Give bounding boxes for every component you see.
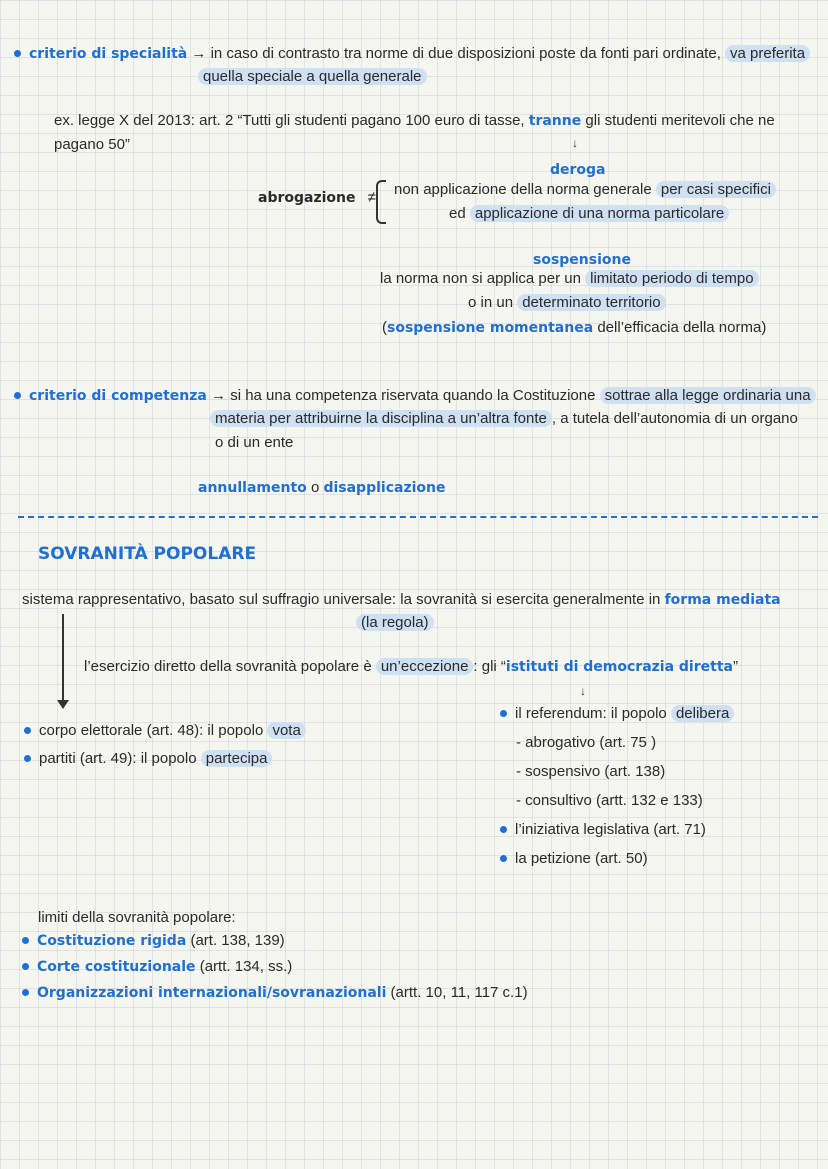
competenza-line2 bbox=[210, 408, 798, 430]
right-list-item bbox=[500, 848, 648, 870]
competenza-line2-highlight: materia per attribuirne la disciplina a un’altra fonte bbox=[210, 410, 552, 427]
example-text-pre: ex. legge X del 2013: art. 2 “Tutti gli studenti pagano 100 euro di tasse, bbox=[54, 112, 525, 129]
limiti-item bbox=[22, 982, 528, 1004]
diretta-end: ” bbox=[732, 658, 738, 675]
sospensione-line1 bbox=[380, 268, 759, 290]
deroga-line1 bbox=[394, 179, 776, 201]
competenza-line1-highlight: sottrae alla legge ordinaria una bbox=[600, 387, 816, 404]
dashed-divider bbox=[18, 516, 818, 518]
example-line1 bbox=[54, 110, 775, 132]
sospensione-line2-text: o in un bbox=[468, 294, 514, 311]
specialita-line1 bbox=[14, 43, 810, 65]
specialita-text1-highlight: va preferita bbox=[725, 45, 810, 62]
bullet-icon bbox=[14, 392, 21, 399]
limiti-item bbox=[22, 956, 292, 978]
sospensione-line1-text: la norma non si applica per un bbox=[380, 270, 581, 287]
diretta-pre: l’esercizio diretto della sovranità popolare è bbox=[84, 658, 372, 675]
bullet-icon bbox=[500, 826, 507, 833]
not-equal-icon: ≠ bbox=[367, 189, 376, 206]
arrow-right-icon: → bbox=[211, 387, 227, 404]
bullet-icon bbox=[24, 755, 31, 762]
left-list-item bbox=[24, 720, 306, 742]
brace-icon bbox=[376, 180, 386, 224]
bullet-icon bbox=[22, 963, 29, 970]
regola bbox=[356, 612, 434, 634]
competenza-result bbox=[198, 477, 445, 499]
left-item-highlight: partecipa bbox=[201, 750, 273, 767]
limiti-item-bold: Organizzazioni internazionali/sovranazionali bbox=[37, 985, 387, 1001]
diretta-line bbox=[84, 656, 738, 678]
specialita-label: criterio di specialità bbox=[29, 46, 188, 62]
sovranita-intro bbox=[22, 589, 781, 611]
example-line2: pagano 50” bbox=[54, 136, 130, 153]
specialita-line2 bbox=[198, 66, 427, 88]
down-arrow-line-icon bbox=[62, 614, 64, 702]
petizione-text: la petizione (art. 50) bbox=[515, 850, 648, 867]
deroga-line2-pre: ed bbox=[449, 205, 466, 222]
bullet-icon bbox=[22, 989, 29, 996]
down-arrow-icon: ↓ bbox=[580, 684, 586, 698]
diretta-highlight: un’eccezione bbox=[376, 658, 474, 675]
bullet-icon bbox=[500, 710, 507, 717]
sovranita-intro-text: sistema rappresentativo, basato sul suffragio universale: la sovranità si esercita generalmente in bbox=[22, 591, 661, 608]
sospensione-line3-open: ( bbox=[382, 319, 387, 336]
referendum-sub-item: - consultivo (artt. 132 e 133) bbox=[516, 792, 703, 809]
deroga-line1-text: non applicazione della norma generale bbox=[394, 181, 652, 198]
regola-highlight: (la regola) bbox=[356, 614, 434, 631]
sospensione-momentanea: sospensione momentanea bbox=[387, 320, 594, 336]
competenza-line3: o di un ente bbox=[215, 434, 294, 451]
competenza-label: criterio di competenza bbox=[29, 388, 207, 404]
page-title: SOVRANITÀ POPOLARE bbox=[38, 544, 257, 564]
down-arrow-icon: ↓ bbox=[572, 136, 578, 150]
limiti-item-rest: (artt. 134, ss.) bbox=[199, 958, 293, 975]
sospensione-line3-text: dell’efficacia della norma) bbox=[597, 319, 767, 336]
limiti-item-rest: (art. 138, 139) bbox=[190, 932, 285, 949]
left-item-text: corpo elettorale (art. 48): il popolo bbox=[39, 722, 264, 739]
specialita-text2-highlight: quella speciale a quella generale bbox=[198, 68, 427, 85]
deroga-line1-highlight: per casi specifici bbox=[656, 181, 776, 198]
competenza-line2-text: , a tutela dell’autonomia di un organo bbox=[551, 410, 798, 427]
annullamento: annullamento bbox=[198, 480, 307, 496]
referendum-sub-item: - abrogativo (art. 75 ) bbox=[516, 734, 657, 751]
sospensione-line3 bbox=[382, 317, 766, 339]
bullet-icon bbox=[500, 855, 507, 862]
sospensione-line2-highlight: determinato territorio bbox=[517, 294, 665, 311]
limiti-item-rest: (artt. 10, 11, 117 c.1) bbox=[390, 984, 528, 1001]
competenza-line1 bbox=[14, 385, 816, 407]
sospensione-line1-highlight: limitato periodo di tempo bbox=[585, 270, 758, 287]
referendum-sub-item: - sospensivo (art. 138) bbox=[516, 763, 666, 780]
deroga-line2 bbox=[449, 203, 729, 225]
result-o: o bbox=[310, 479, 320, 496]
iniziativa-text: l’iniziativa legislativa (art. 71) bbox=[515, 821, 706, 838]
sospensione-title: sospensione bbox=[533, 252, 631, 268]
sospensione-line2 bbox=[468, 292, 666, 314]
abrogazione-row bbox=[258, 187, 376, 209]
abrogazione-label: abrogazione bbox=[258, 190, 356, 206]
limiti-item-bold: Corte costituzionale bbox=[37, 959, 196, 975]
competenza-line1-text: si ha una competenza riservata quando la Costituzione bbox=[230, 387, 596, 404]
right-list-item bbox=[500, 703, 734, 725]
bullet-icon bbox=[24, 727, 31, 734]
left-item-text: partiti (art. 49): il popolo bbox=[39, 750, 197, 767]
limiti-title: limiti della sovranità popolare: bbox=[38, 909, 236, 926]
arrow-right-icon: → bbox=[191, 45, 207, 62]
bullet-icon bbox=[14, 50, 21, 57]
deroga-line2-highlight: applicazione di una norma particolare bbox=[470, 205, 729, 222]
example-text-post: gli studenti meritevoli che ne bbox=[585, 112, 775, 129]
bullet-icon bbox=[22, 937, 29, 944]
left-list-item bbox=[24, 748, 272, 770]
deroga-title: deroga bbox=[550, 162, 606, 178]
limiti-item bbox=[22, 930, 285, 952]
disapplicazione: disapplicazione bbox=[323, 480, 446, 496]
specialita-text1: in caso di contrasto tra norme di due disposizioni poste da fonti pari ordinate, bbox=[210, 45, 721, 62]
down-arrow-head-icon bbox=[57, 700, 69, 709]
left-item-highlight: vota bbox=[267, 722, 305, 739]
istituti-democrazia-diretta: istituti di democrazia diretta bbox=[505, 659, 733, 675]
diretta-mid: : gli “ bbox=[473, 658, 506, 675]
right-list-item bbox=[500, 819, 706, 841]
example-tranne: tranne bbox=[528, 113, 582, 129]
forma-mediata: forma mediata bbox=[664, 592, 781, 608]
referendum-text: il referendum: il popolo bbox=[515, 705, 667, 722]
limiti-item-bold: Costituzione rigida bbox=[37, 933, 187, 949]
referendum-highlight: delibera bbox=[671, 705, 734, 722]
